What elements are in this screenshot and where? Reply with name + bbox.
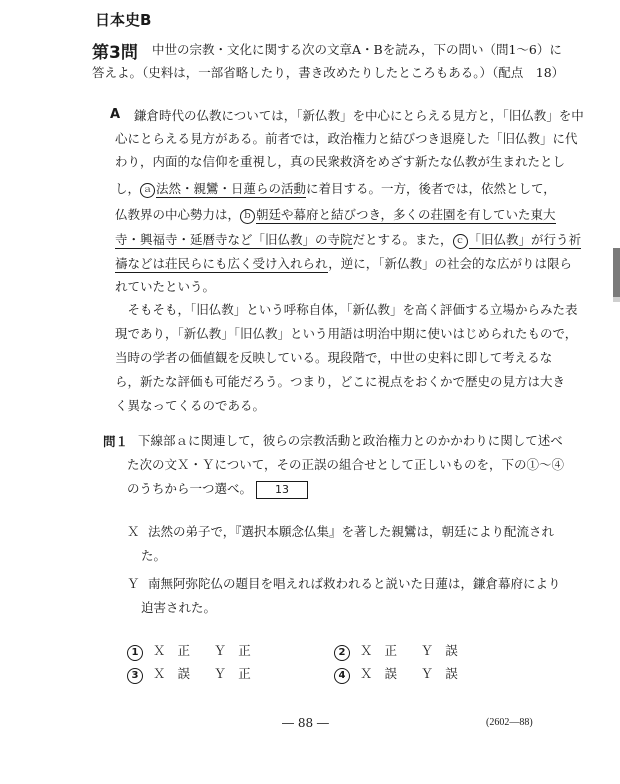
option-1-x-value: 正 — [177, 643, 190, 658]
passage-a-line-5 — [115, 203, 556, 226]
option-1-y-label: Ｙ — [213, 643, 227, 658]
option-1-y-value: 正 — [238, 643, 251, 658]
passage-a-line-2: 心にとらえる見方がある。前者では，政治権力と結びつき退廃した「旧仏教」に代 — [115, 131, 578, 146]
option-4-y-value: 誤 — [445, 666, 458, 681]
passage-a-line-3: わり，内面的な信仰を重視し，真の民衆救済をめざす新たな仏教が生まれたとし — [115, 154, 566, 169]
statement-x-key: Ｘ — [127, 524, 140, 539]
option-3-number: 3 — [127, 668, 143, 684]
underlined-b-part1: 朝廷や幕府と結びつき，多くの荘園を有していた東大 — [256, 207, 556, 222]
option-3-x-value: 誤 — [177, 666, 190, 681]
option-4[interactable] — [334, 664, 458, 684]
question-number: 第3問 — [92, 43, 138, 63]
q1-label — [103, 432, 128, 450]
underlined-a: 法然・親鸞・日蓮らの活動 — [156, 181, 307, 196]
q1-number: 問１ — [103, 434, 129, 449]
option-2-x-value: 正 — [384, 643, 397, 658]
q1-line-3-text: のうちから一つ選べ。 — [127, 481, 253, 496]
subject-title: 日本史B — [95, 11, 152, 29]
underline-marker-c: ｃ — [453, 234, 468, 249]
option-2-y-label: Ｙ — [420, 643, 434, 658]
statement-y-key: Ｙ — [127, 576, 140, 591]
l6-mid: だとする。また， — [352, 232, 453, 247]
option-3-x-label: Ｘ — [153, 666, 166, 681]
passage-a-para2-line-2: 現であり，「新仏教」「旧仏教」という用語は明治中期に使いはじめられたもので， — [115, 326, 578, 341]
passage-label-a: A — [110, 107, 121, 122]
option-1-x-label: Ｘ — [153, 643, 166, 658]
scan-edge-mark — [613, 248, 620, 298]
option-2[interactable] — [334, 641, 458, 661]
q1-line-1: 下線部ａに関連して，彼らの宗教活動と政治権力とのかかわりに関して述べ — [138, 433, 563, 448]
passage-a-para2-line-4: ら，新たな評価も可能だろう。つまり，どこに視点をおくかで歴史の見方は大き — [115, 374, 566, 389]
scan-edge-mark-light — [613, 297, 620, 302]
option-1[interactable] — [127, 641, 251, 661]
underlined-c-part1: 「旧仏教」が行う祈 — [468, 232, 582, 247]
underline-marker-a: ａ — [140, 183, 155, 198]
statement-x-line1: 法然の弟子で，『選択本願念仏集』を著した親鸞は，朝廷により配流され — [148, 524, 555, 539]
underline-marker-b: ｂ — [240, 209, 255, 224]
passage-a-line-8: れていたという。 — [115, 279, 216, 294]
passage-a-para2-line-1: そもそも，「旧仏教」という呼称自体，「新仏教」を高く評価する立場からみた表 — [115, 302, 578, 317]
statement-x-line2: た。 — [141, 548, 167, 563]
question-intro-line1: 中世の宗教・文化に関する次の文章A・Bを読み，下の問い（問1～6）に — [152, 42, 562, 57]
passage-a-line-6 — [115, 228, 581, 251]
answer-box-13[interactable]: 13 — [256, 481, 308, 499]
option-4-number: 4 — [334, 668, 350, 684]
underlined-c-part2: 禱などは荘民らにも広く受け入れられ — [115, 256, 329, 271]
option-2-y-value: 誤 — [445, 643, 458, 658]
q1-line-3 — [127, 477, 308, 500]
document-code: (2602―88) — [486, 717, 533, 728]
l4-pre: し， — [115, 181, 141, 196]
option-4-y-label: Ｙ — [420, 666, 434, 681]
page-number: ― 88 ― — [282, 716, 329, 730]
l7-post: ，逆に，「新仏教」の社会的な広がりは限ら — [328, 256, 573, 271]
option-3[interactable] — [127, 664, 251, 684]
statement-y-line1: 南無阿弥陀仏の題目を唱えれば救われると説いた日蓮は，鎌倉幕府により — [148, 576, 561, 591]
question-intro-line2: 答えよ。（史料は，一部省略したり，書き改めたりしたところもある。）（配点 18） — [92, 65, 565, 80]
option-3-y-label: Ｙ — [213, 666, 227, 681]
q1-line-2: た次の文Ｘ・Ｙについて，その正誤の組合せとして正しいものを，下の①～④ — [127, 457, 565, 472]
option-2-x-label: Ｘ — [360, 643, 373, 658]
passage-a-line-7 — [115, 252, 572, 275]
option-1-number: 1 — [127, 645, 143, 661]
option-4-x-value: 誤 — [384, 666, 397, 681]
statement-y-line2: 迫害された。 — [141, 600, 217, 615]
l4-post: に着目する。一方，後者では，依然として， — [306, 181, 556, 196]
option-3-y-value: 正 — [238, 666, 251, 681]
underlined-b-part2: 寺・興福寺・延暦寺など「旧仏教」の寺院 — [115, 232, 353, 247]
passage-a-para2-line-3: 当時の学者の価値観を反映している。現段階で，中世の史料に即して考えるな — [115, 350, 553, 365]
option-2-number: 2 — [334, 645, 350, 661]
option-4-x-label: Ｘ — [360, 666, 373, 681]
l5-pre: 仏教界の中心勢力は， — [115, 207, 241, 222]
passage-a-line-1: 鎌倉時代の仏教については，「新仏教」を中心にとらえる見方と，「旧仏教」を中 — [134, 108, 584, 123]
passage-a-para2-line-5: く異なってくるのである。 — [115, 398, 266, 413]
passage-a-line-4 — [115, 177, 556, 200]
